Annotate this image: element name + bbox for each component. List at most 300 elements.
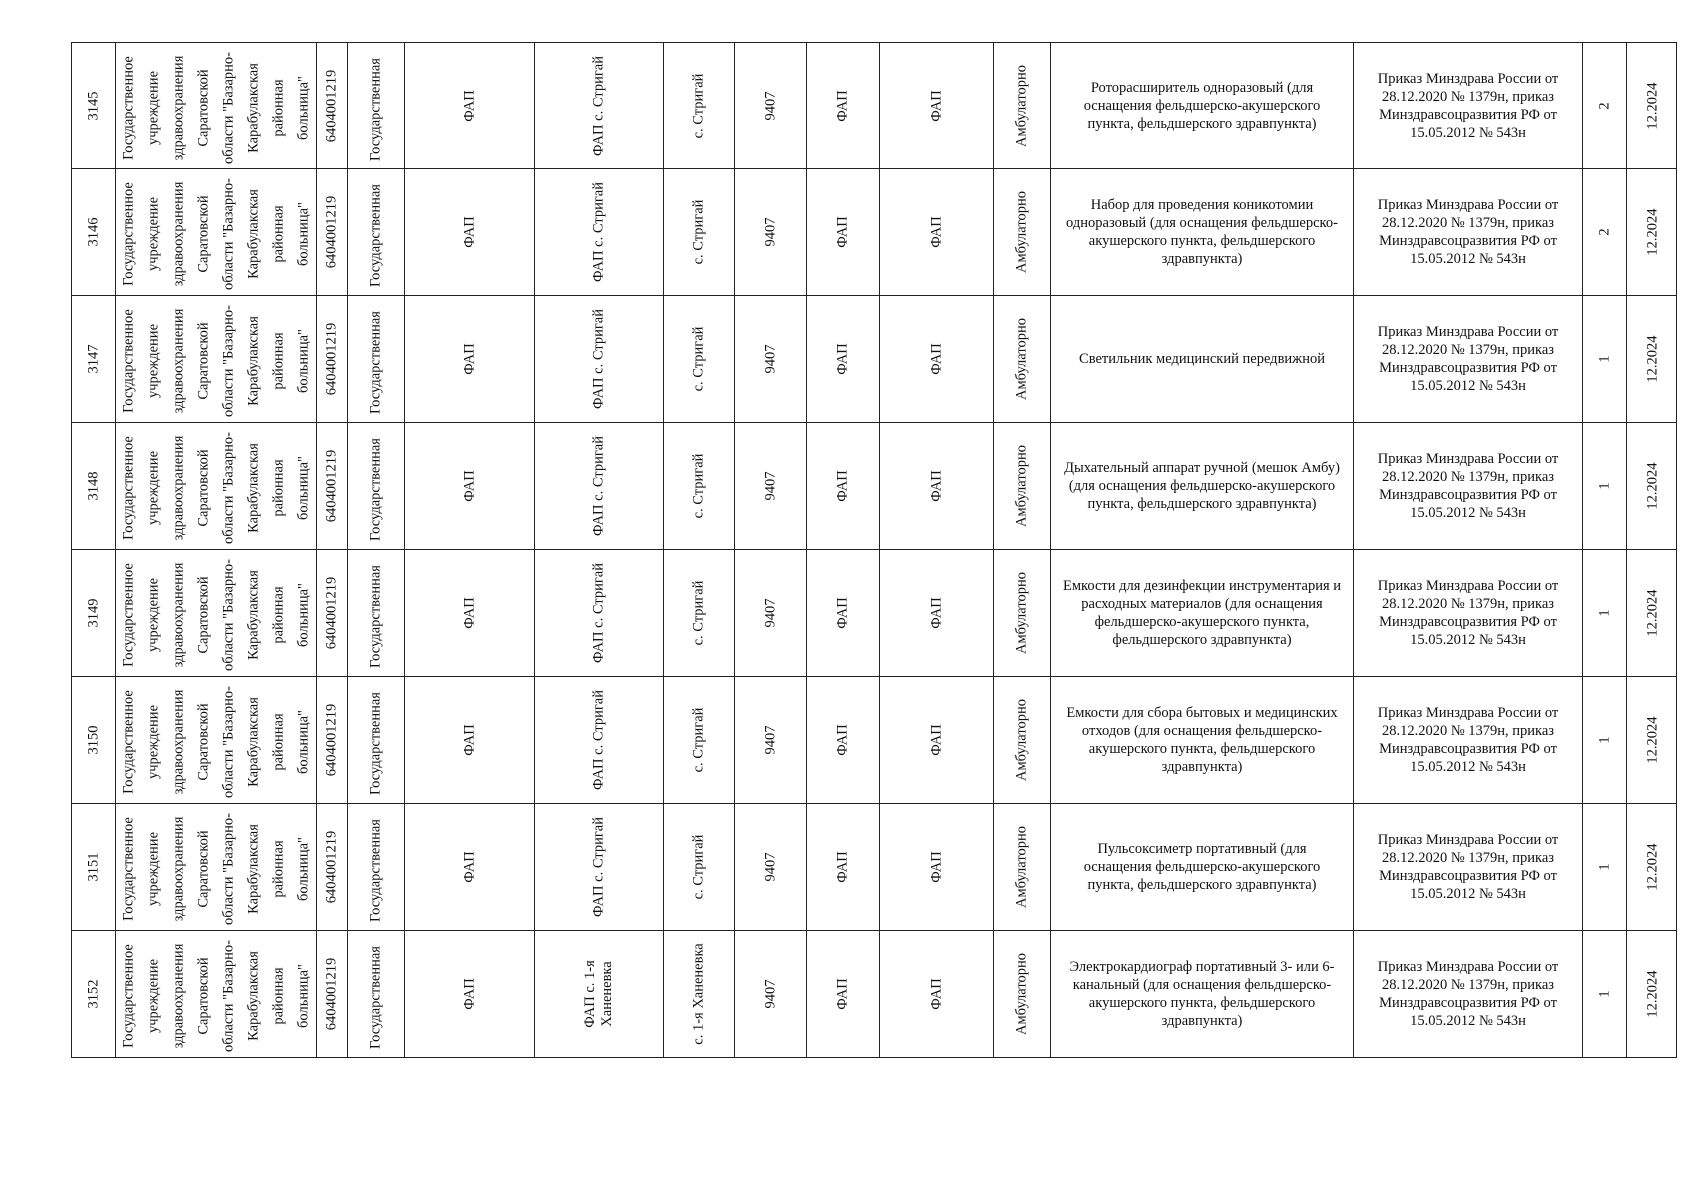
ownership-text: Государственная (367, 184, 384, 287)
organization-line: Саратовской (195, 68, 212, 147)
equipment-name-text: Пульсоксиметр портативный (для оснащения фельдшерско-акушерского пункта, фельдшерского здравпункта) (1083, 841, 1321, 893)
organization-text (116, 554, 316, 676)
quantity-text: 1 (1596, 482, 1612, 490)
unit-type-text: ФАП (834, 89, 851, 122)
locality-text: с. Стригай (690, 707, 707, 773)
equipment-name-text: Дыхательный аппарат ручной (мешок Амбу) (для оснащения фельдшерско-акушерского пункта, фельдшерского здравпункта) (1064, 460, 1340, 512)
organization-line: области "Базарно- (220, 685, 237, 799)
unit-type-text: ФАП (834, 470, 851, 502)
locality-text: с. Стригай (690, 834, 707, 900)
organization-text (116, 427, 316, 549)
organization-line: Карабулакская (245, 697, 262, 787)
unit-type-text: ФАП (834, 851, 851, 883)
ownership-cell (347, 931, 404, 1057)
facility-name-text (591, 817, 608, 917)
code-cell (734, 296, 806, 422)
organization-line: больница" (295, 837, 312, 901)
locality-cell (663, 169, 734, 295)
equipment-name-text: Емкости для дезинфекции инструментария и расходных материалов (для оснащения фельдшерско-акушерского пункта, фельдшерского здравпункта) (1063, 578, 1342, 648)
locality-cell (663, 423, 734, 549)
organization-cell (115, 804, 316, 930)
inn-text: 6404001219 (323, 830, 340, 904)
unit-type-cell (806, 423, 879, 549)
table-row (71, 423, 1677, 550)
code-cell (734, 423, 806, 549)
locality-cell (663, 804, 734, 930)
row-number-text: 3149 (85, 598, 101, 628)
organization-line: области "Базарно- (220, 812, 237, 926)
facility-type-cell (404, 804, 534, 930)
organization-line: Государственное (120, 182, 137, 286)
organization-text (116, 173, 316, 295)
care-form-cell (993, 169, 1050, 295)
organization-line: учреждение (145, 450, 162, 526)
organization-line: области "Базарно- (220, 51, 237, 164)
organization-cell (115, 931, 316, 1057)
inn-text: 6404001219 (323, 322, 340, 396)
inn-cell (316, 169, 347, 295)
table-row (71, 677, 1677, 804)
facility-name-text (591, 563, 608, 663)
organization-line: Саратовской (195, 957, 212, 1035)
department-cell (879, 804, 993, 930)
quantity-text: 1 (1596, 355, 1612, 363)
ownership-text: Государственная (367, 819, 384, 922)
deadline-text: 12.2024 (1644, 335, 1660, 383)
organization-cell (115, 550, 316, 676)
facility-type-text: ФАП (461, 978, 477, 1010)
legal-basis-text: Приказ Минздрава России от 28.12.2020 № 1379н, приказ Минздравсоцразвития РФ от 15.05.2012 № 543н (1377, 705, 1559, 775)
equipment-name-text: Набор для проведения коникотомии одноразовый (для оснащения фельдшерско-акушерского пункта, фельдшерского здравпункта) (1066, 197, 1338, 267)
organization-cell (115, 43, 316, 168)
department-text: ФАП (928, 597, 944, 629)
facility-name-text (591, 56, 608, 156)
inn-text: 6404001219 (323, 195, 340, 269)
ownership-cell (347, 169, 404, 295)
organization-text (116, 47, 316, 168)
legal-basis-text: Приказ Минздрава России от 28.12.2020 № 1379н, приказ Минздравсоцразвития РФ от 15.05.2012 № 543н (1377, 959, 1559, 1029)
inn-text: 6404001219 (323, 449, 340, 523)
equipment-name-cell (1050, 550, 1353, 676)
organization-line: области "Базарно- (220, 431, 237, 545)
locality-text: с. Стригай (690, 73, 707, 138)
organization-line: районная (270, 713, 287, 771)
organization-text (116, 300, 316, 422)
equipment-name-cell (1050, 43, 1353, 168)
organization-line: районная (270, 967, 287, 1025)
facility-name-line: ФАП с. Стригай (590, 55, 607, 156)
organization-line: здравоохранения (170, 55, 187, 160)
ownership-text: Государственная (367, 946, 384, 1049)
equipment-name-text: Светильник медицинский передвижной (1079, 351, 1325, 367)
facility-name-cell (534, 677, 663, 803)
unit-type-cell (806, 677, 879, 803)
legal-basis-text: Приказ Минздрава России от 28.12.2020 № 1379н, приказ Минздравсоцразвития РФ от 15.05.2012 № 543н (1377, 70, 1559, 141)
legal-basis-text: Приказ Минздрава России от 28.12.2020 № 1379н, приказ Минздравсоцразвития РФ от 15.05.2012 № 543н (1377, 578, 1559, 648)
unit-type-text: ФАП (834, 343, 851, 375)
row-number-text: 3145 (85, 91, 101, 120)
organization-line: здравоохранения (170, 943, 187, 1049)
organization-line: больница" (295, 75, 312, 140)
organization-line: здравоохранения (170, 181, 187, 287)
facility-type-text: ФАП (461, 724, 477, 756)
organization-line: здравоохранения (170, 562, 187, 668)
quantity-text: 1 (1596, 990, 1612, 998)
organization-line: районная (270, 205, 287, 263)
row-number-cell (72, 677, 115, 803)
locality-cell (663, 296, 734, 422)
code-text: 9407 (762, 91, 778, 120)
facility-name-line: ФАП с. Стригай (590, 563, 607, 663)
unit-type-cell (806, 169, 879, 295)
organization-line: больница" (295, 583, 312, 647)
organization-line: районная (270, 332, 287, 390)
code-cell (734, 931, 806, 1057)
department-text: ФАП (928, 851, 944, 883)
organization-line: Карабулакская (245, 316, 262, 406)
deadline-text: 12.2024 (1644, 462, 1660, 510)
inn-cell (316, 43, 347, 168)
organization-line: Карабулакская (245, 189, 262, 279)
quantity-cell (1582, 169, 1626, 295)
organization-line: районная (270, 840, 287, 898)
ownership-text: Государственная (367, 692, 384, 795)
facility-type-text: ФАП (461, 216, 477, 248)
organization-line: учреждение (145, 323, 162, 399)
organization-line: Саратовской (195, 195, 212, 273)
row-number-cell (72, 550, 115, 676)
quantity-text: 2 (1596, 101, 1612, 110)
facility-type-cell (404, 423, 534, 549)
quantity-cell (1582, 550, 1626, 676)
legal-basis-cell (1353, 931, 1582, 1057)
organization-cell (115, 296, 316, 422)
facility-type-cell (404, 931, 534, 1057)
organization-line: здравоохранения (170, 816, 187, 922)
inn-text: 6404001219 (323, 69, 340, 142)
ownership-cell (347, 43, 404, 168)
department-cell (879, 43, 993, 168)
inn-cell (316, 677, 347, 803)
department-cell (879, 550, 993, 676)
care-form-text: Амбулаторно (1013, 698, 1030, 782)
department-cell (879, 423, 993, 549)
organization-line: учреждение (145, 831, 162, 907)
care-form-text: Амбулаторно (1013, 190, 1030, 274)
care-form-cell (993, 931, 1050, 1057)
table-row (71, 42, 1677, 169)
code-cell (734, 677, 806, 803)
facility-type-cell (404, 296, 534, 422)
quantity-cell (1582, 804, 1626, 930)
organization-text (116, 808, 316, 930)
quantity-cell (1582, 423, 1626, 549)
quantity-cell (1582, 931, 1626, 1057)
ownership-cell (347, 804, 404, 930)
organization-line: Саратовской (195, 576, 212, 654)
legal-basis-text: Приказ Минздрава России от 28.12.2020 № 1379н, приказ Минздравсоцразвития РФ от 15.05.2012 № 543н (1377, 324, 1559, 394)
ownership-cell (347, 677, 404, 803)
organization-line: области "Базарно- (220, 304, 237, 418)
care-form-text: Амбулаторно (1013, 64, 1030, 147)
locality-text: с. Стригай (690, 199, 707, 265)
organization-line: Саратовской (195, 449, 212, 527)
department-cell (879, 931, 993, 1057)
equipment-name-cell (1050, 169, 1353, 295)
deadline-cell (1626, 931, 1678, 1057)
table-row (71, 296, 1677, 423)
row-number-text: 3148 (85, 471, 101, 501)
facility-type-text: ФАП (461, 597, 477, 629)
deadline-text: 12.2024 (1644, 81, 1660, 130)
equipment-name-cell (1050, 677, 1353, 803)
deadline-cell (1626, 296, 1678, 422)
legal-basis-text: Приказ Минздрава России от 28.12.2020 № 1379н, приказ Минздравсоцразвития РФ от 15.05.2012 № 543н (1377, 197, 1559, 267)
deadline-cell (1626, 43, 1678, 168)
facility-type-text: ФАП (461, 89, 477, 122)
facility-name-line: ФАП с. 1-я (582, 960, 598, 1028)
organization-line: учреждение (145, 577, 162, 653)
department-cell (879, 169, 993, 295)
unit-type-cell (806, 804, 879, 930)
row-number-cell (72, 423, 115, 549)
organization-line: Карабулакская (245, 443, 262, 533)
facility-name-cell (534, 296, 663, 422)
legal-basis-cell (1353, 169, 1582, 295)
department-cell (879, 296, 993, 422)
care-form-text: Амбулаторно (1013, 444, 1030, 528)
organization-line: Государственное (120, 309, 137, 413)
row-number-text: 3150 (85, 725, 101, 755)
organization-line: больница" (295, 456, 312, 520)
organization-cell (115, 423, 316, 549)
organization-line: районная (270, 78, 287, 137)
facility-name-cell (534, 804, 663, 930)
quantity-text: 2 (1596, 228, 1612, 236)
facility-name-text (591, 182, 608, 282)
equipment-name-cell (1050, 804, 1353, 930)
organization-line: Саратовской (195, 322, 212, 400)
equipment-name-text: Электрокардиограф портативный 3- или 6-канальный (для оснащения фельдшерско-акушерского пункта, фельдшерского здравпункта) (1069, 959, 1335, 1029)
inn-cell (316, 804, 347, 930)
quantity-cell (1582, 43, 1626, 168)
unit-type-text: ФАП (834, 978, 851, 1010)
locality-text: с. Стригай (690, 326, 707, 392)
facility-name-cell (534, 169, 663, 295)
legal-basis-text: Приказ Минздрава России от 28.12.2020 № 1379н, приказ Минздравсоцразвития РФ от 15.05.2012 № 543н (1377, 451, 1559, 521)
row-number-text: 3152 (85, 979, 101, 1009)
organization-line: Государственное (120, 690, 137, 794)
row-number-text: 3146 (85, 217, 101, 247)
organization-line: районная (270, 586, 287, 644)
equipment-name-cell (1050, 931, 1353, 1057)
department-text: ФАП (928, 343, 944, 375)
organization-line: Саратовской (195, 830, 212, 908)
deadline-text: 12.2024 (1644, 970, 1660, 1018)
code-cell (734, 804, 806, 930)
organization-line: учреждение (145, 704, 162, 780)
department-cell (879, 677, 993, 803)
organization-cell (115, 169, 316, 295)
organization-line: Карабулакская (245, 824, 262, 914)
quantity-text: 1 (1596, 609, 1612, 617)
unit-type-cell (806, 296, 879, 422)
organization-line: районная (270, 459, 287, 517)
care-form-cell (993, 43, 1050, 168)
facility-type-text: ФАП (461, 851, 477, 883)
facility-name-text (591, 436, 608, 536)
ownership-text: Государственная (367, 58, 384, 161)
table-row (71, 169, 1677, 296)
locality-cell (663, 931, 734, 1057)
row-number-text: 3147 (85, 344, 101, 374)
organization-cell (115, 677, 316, 803)
unit-type-cell (806, 931, 879, 1057)
code-text: 9407 (762, 598, 778, 628)
inn-text: 6404001219 (323, 957, 340, 1031)
organization-text (116, 935, 316, 1057)
organization-line: Государственное (120, 817, 137, 921)
legal-basis-text: Приказ Минздрава России от 28.12.2020 № 1379н, приказ Минздравсоцразвития РФ от 15.05.2012 № 543н (1377, 832, 1559, 902)
row-number-cell (72, 296, 115, 422)
organization-line: больница" (295, 964, 312, 1028)
department-text: ФАП (928, 216, 944, 248)
row-number-text: 3151 (85, 852, 101, 882)
deadline-text: 12.2024 (1644, 589, 1660, 637)
facility-name-text (591, 690, 608, 790)
unit-type-cell (806, 43, 879, 168)
deadline-text: 12.2024 (1644, 716, 1660, 764)
department-text: ФАП (928, 89, 944, 122)
department-text: ФАП (928, 724, 944, 756)
department-text: ФАП (928, 470, 944, 502)
care-form-cell (993, 296, 1050, 422)
care-form-text: Амбулаторно (1013, 825, 1030, 909)
legal-basis-cell (1353, 804, 1582, 930)
locality-cell (663, 43, 734, 168)
organization-line: учреждение (145, 70, 162, 145)
equipment-name-cell (1050, 296, 1353, 422)
ownership-cell (347, 550, 404, 676)
code-cell (734, 550, 806, 676)
quantity-text: 1 (1596, 736, 1612, 744)
deadline-cell (1626, 550, 1678, 676)
facility-name-cell (534, 550, 663, 676)
code-text: 9407 (762, 979, 778, 1009)
legal-basis-cell (1353, 677, 1582, 803)
legal-basis-cell (1353, 423, 1582, 549)
code-cell (734, 43, 806, 168)
code-text: 9407 (762, 471, 778, 501)
organization-line: Государственное (120, 944, 137, 1048)
code-text: 9407 (762, 344, 778, 374)
deadline-cell (1626, 804, 1678, 930)
organization-line: области "Базарно- (220, 558, 237, 672)
organization-line: Государственное (120, 563, 137, 667)
legal-basis-cell (1353, 296, 1582, 422)
ownership-cell (347, 296, 404, 422)
facility-name-line: ФАП с. Стригай (590, 309, 607, 409)
care-form-cell (993, 423, 1050, 549)
quantity-cell (1582, 296, 1626, 422)
locality-text: с. Стригай (690, 453, 707, 519)
facility-type-text: ФАП (461, 343, 477, 375)
quantity-text: 1 (1596, 863, 1612, 871)
care-form-text: Амбулаторно (1013, 571, 1030, 655)
code-text: 9407 (762, 852, 778, 882)
ownership-cell (347, 423, 404, 549)
ownership-text: Государственная (367, 438, 384, 541)
deadline-text: 12.2024 (1644, 843, 1660, 891)
code-text: 9407 (762, 217, 778, 247)
legal-basis-cell (1353, 43, 1582, 168)
quantity-cell (1582, 677, 1626, 803)
row-number-cell (72, 43, 115, 168)
equipment-name-text: Роторасширитель одноразовый (для оснащения фельдшерско-акушерского пункта, фельдшерского здравпункта) (1083, 79, 1321, 132)
row-number-cell (72, 804, 115, 930)
facility-name-line: Ханеневка (599, 961, 615, 1027)
unit-type-cell (806, 550, 879, 676)
organization-line: больница" (295, 710, 312, 774)
locality-text: с. Стригай (690, 580, 707, 646)
inn-cell (316, 931, 347, 1057)
care-form-text: Амбулаторно (1013, 952, 1030, 1036)
inn-cell (316, 550, 347, 676)
deadline-cell (1626, 169, 1678, 295)
unit-type-text: ФАП (834, 724, 851, 756)
organization-line: больница" (295, 202, 312, 266)
care-form-cell (993, 804, 1050, 930)
care-form-cell (993, 677, 1050, 803)
deadline-cell (1626, 677, 1678, 803)
inn-cell (316, 423, 347, 549)
organization-line: области "Базарно- (220, 939, 237, 1053)
organization-line: здравоохранения (170, 308, 187, 414)
facility-name-text (582, 960, 616, 1028)
organization-line: больница" (295, 329, 312, 393)
facility-name-cell (534, 931, 663, 1057)
facility-type-text: ФАП (461, 470, 477, 502)
organization-line: учреждение (145, 958, 162, 1034)
deadline-text: 12.2024 (1644, 208, 1660, 256)
organization-text (116, 681, 316, 803)
table-row (71, 931, 1677, 1058)
locality-cell (663, 550, 734, 676)
locality-cell (663, 677, 734, 803)
facility-name-line: ФАП с. Стригай (590, 690, 607, 790)
row-number-cell (72, 931, 115, 1057)
code-text: 9407 (762, 725, 778, 755)
organization-line: здравоохранения (170, 435, 187, 541)
code-cell (734, 169, 806, 295)
care-form-text: Амбулаторно (1013, 317, 1030, 401)
unit-type-text: ФАП (834, 597, 851, 629)
table-row (71, 804, 1677, 931)
organization-line: Государственное (120, 55, 137, 160)
locality-text: с. 1-я Ханеневка (690, 943, 707, 1045)
organization-line: Саратовской (195, 703, 212, 781)
facility-type-cell (404, 677, 534, 803)
inn-text: 6404001219 (323, 576, 340, 650)
organization-line: Государственное (120, 436, 137, 540)
organization-line: Карабулакская (245, 570, 262, 660)
row-number-cell (72, 169, 115, 295)
equipment-name-cell (1050, 423, 1353, 549)
organization-line: Карабулакская (245, 951, 262, 1041)
facility-name-text (591, 309, 608, 409)
facility-name-line: ФАП с. Стригай (590, 817, 607, 917)
department-text: ФАП (928, 978, 944, 1010)
